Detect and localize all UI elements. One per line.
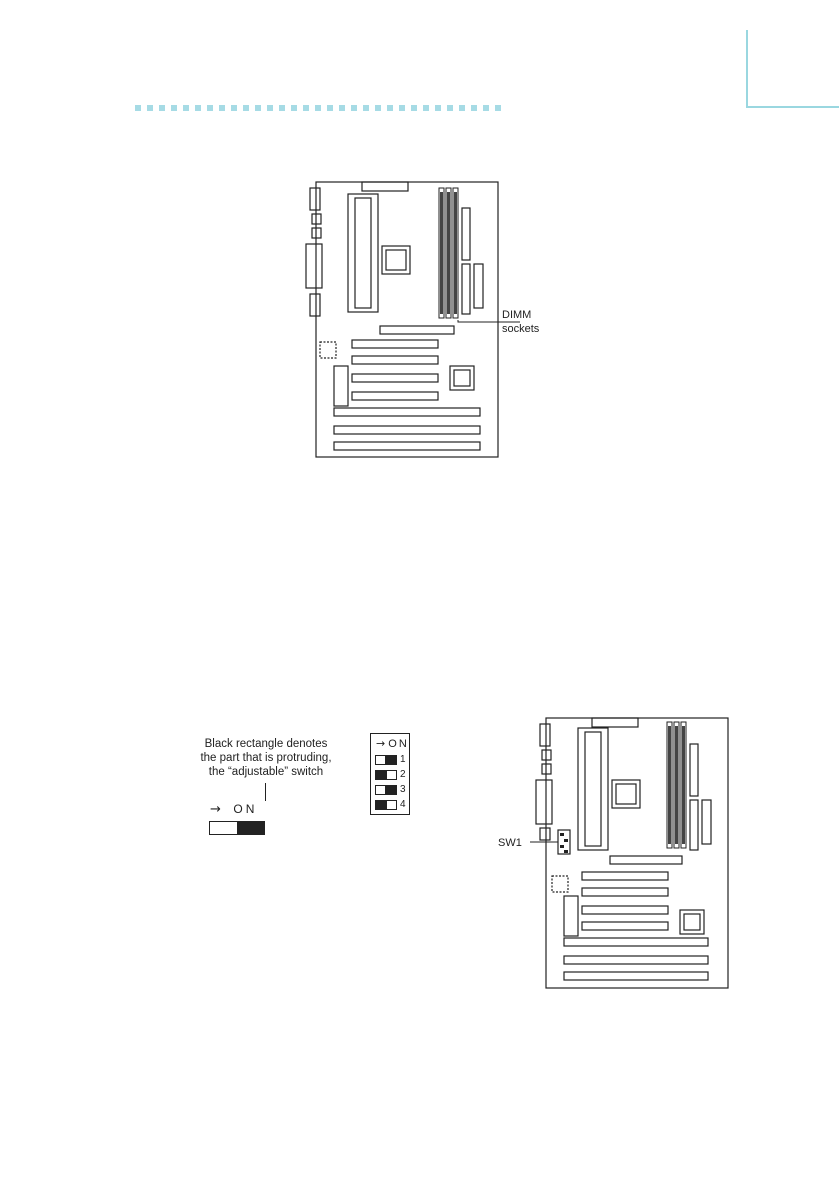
ide-connector xyxy=(462,208,470,260)
pci-slot xyxy=(352,356,438,364)
page-tab-corner xyxy=(746,30,839,108)
io-port xyxy=(536,780,552,824)
isa-slot xyxy=(564,938,708,946)
dip-switch-2 xyxy=(375,770,397,780)
chipset-inner xyxy=(386,250,406,270)
dip-switch-4 xyxy=(375,800,397,810)
dip-switch-3 xyxy=(375,785,397,795)
on-label: ON xyxy=(233,802,258,816)
dimm-label: DIMM sockets xyxy=(502,309,540,335)
fdd-connector xyxy=(702,800,711,844)
agp-slot xyxy=(610,856,682,864)
arrow-right-icon: → xyxy=(210,802,221,817)
south-bridge-inner xyxy=(684,914,700,930)
cpu-slot xyxy=(578,728,608,850)
fdd-connector xyxy=(474,264,483,308)
chipset-inner xyxy=(616,784,636,804)
pci-slot xyxy=(582,888,668,896)
isa-slot xyxy=(564,972,708,980)
dip-switch-1 xyxy=(375,755,397,765)
io-port xyxy=(540,724,550,746)
dip-switch-knob xyxy=(385,756,396,764)
dip-switch-number: 2 xyxy=(400,769,406,780)
sw1-toggles xyxy=(560,833,568,853)
dip-switch-number: 1 xyxy=(400,754,406,765)
legend-leader-line xyxy=(265,783,266,801)
dimm-sockets xyxy=(439,188,458,318)
dip-switch-rows xyxy=(375,753,407,813)
dip-switch-knob xyxy=(385,786,396,794)
dip-switch-knob xyxy=(376,801,387,809)
io-port xyxy=(310,188,320,210)
io-port xyxy=(306,244,322,288)
dip-switch-number: 4 xyxy=(400,799,406,810)
ide-connector xyxy=(462,264,470,314)
cpu-slot-inner xyxy=(355,198,371,308)
bios-chip xyxy=(320,342,336,358)
ide-connector xyxy=(690,800,698,850)
dip-on-indicator: → ON xyxy=(376,737,409,750)
header-dotted-rule xyxy=(135,98,507,106)
arrow-right-icon: → xyxy=(376,737,386,750)
pci-slot xyxy=(352,392,438,400)
dip-switch-knob xyxy=(376,771,387,779)
ide-connector xyxy=(690,744,698,796)
dip-switch-block xyxy=(370,733,410,815)
agp-slot xyxy=(380,326,454,334)
dimm-sockets xyxy=(667,722,686,848)
isa-slot xyxy=(564,956,708,964)
io-chip xyxy=(564,896,578,936)
cpu-slot xyxy=(348,194,378,312)
pci-slot xyxy=(582,872,668,880)
switch-legend-caption: Black rectangle denotes the part that is protruding, the “adjustable” switch xyxy=(200,738,332,778)
pci-slot xyxy=(582,906,668,914)
io-chip xyxy=(334,366,348,406)
isa-slot xyxy=(334,408,480,416)
pci-slot xyxy=(352,340,438,348)
io-port xyxy=(540,828,550,840)
dimm-callout-line xyxy=(458,320,496,322)
legend-switch-protrusion xyxy=(237,822,264,834)
legend-on-indicator xyxy=(210,800,270,820)
sw1-label: SW1 xyxy=(498,837,522,849)
south-bridge-inner xyxy=(454,370,470,386)
board-outline xyxy=(546,718,728,988)
isa-slot xyxy=(334,442,480,450)
isa-slot xyxy=(334,426,480,434)
pci-slot xyxy=(582,922,668,930)
dip-switch-number: 3 xyxy=(400,784,406,795)
motherboard-diagram-top xyxy=(300,176,530,466)
dip-switch-row xyxy=(375,798,407,812)
motherboard-diagram-bottom xyxy=(530,708,730,993)
cpu-slot-inner xyxy=(585,732,601,846)
pci-slot xyxy=(352,374,438,382)
top-header xyxy=(592,718,638,727)
top-header xyxy=(362,182,408,191)
dip-switch-row xyxy=(375,753,407,767)
legend-switch-example xyxy=(209,821,265,835)
io-port xyxy=(310,294,320,316)
dip-switch-row xyxy=(375,783,407,797)
dip-switch-row xyxy=(375,768,407,782)
bios-chip xyxy=(552,876,568,892)
